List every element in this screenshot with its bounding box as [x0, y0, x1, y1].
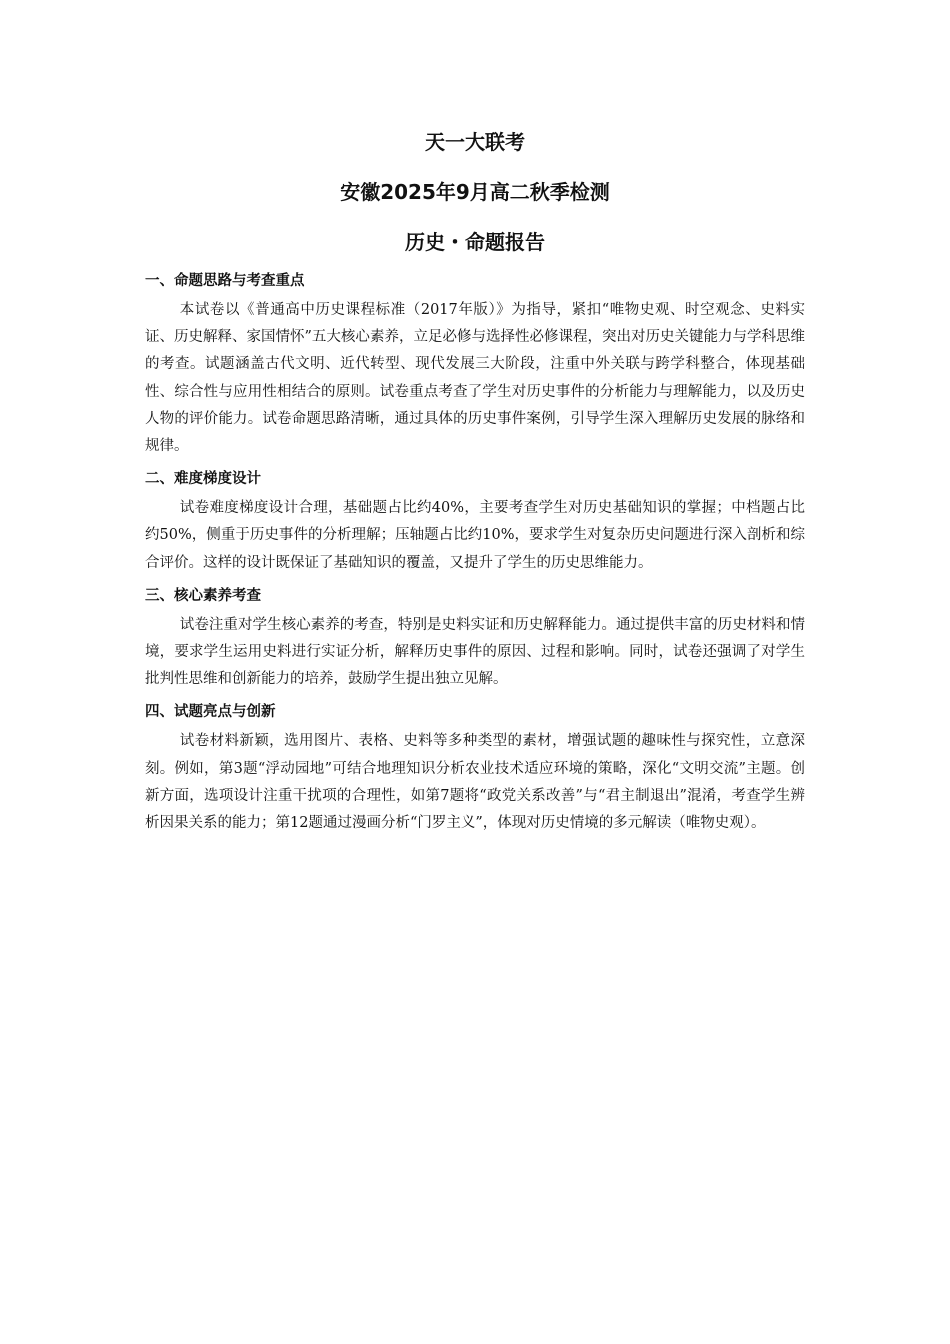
section-heading: 一、命题思路与考查重点 — [145, 273, 305, 289]
section-body: 试卷难度梯度设计合理，基础题占比约40%，主要考查学生对历史基础知识的掌握；中档题占比约50%，侧重于历史事件的分析理解；压轴题占比约10%，要求学生对复杂历史问题进行深入剖析和综合评价。这样的设计既保证了基础知识的覆盖，又提升了学生的历史思维能力。 — [145, 500, 805, 571]
title-line-3: 历史・命题报告 — [405, 230, 545, 254]
title-line-2: 安徽2025年9月高二秋季检测 — [340, 180, 610, 204]
section-heading: 三、核心素养考查 — [145, 587, 261, 604]
section-4 — [145, 699, 805, 837]
section-heading: 二、难度梯度设计 — [145, 471, 261, 488]
title-line-1: 天一大联考 — [425, 130, 525, 154]
section-1 — [145, 268, 805, 460]
section-3 — [145, 583, 805, 694]
report-content — [145, 268, 805, 843]
section-body: 试卷注重对学生核心素养的考查，特别是史料实证和历史解释能力。通过提供丰富的历史材料和情境，要求学生运用史料进行实证分析，解释历史事件的原因、过程和影响。同时，试卷还强调了对学生批判性思维和创新能力的培养，鼓励学生提出独立见解。 — [145, 616, 805, 688]
section-heading: 四、试题亮点与创新 — [145, 704, 276, 721]
section-body: 试卷材料新颖，选用图片、表格、史料等多种类型的素材，增强试题的趣味性与探究性，立意深刻。例如，第3题“浮动园地”可结合地理知识分析农业技术适应环境的策略，深化“文明交流”主题。创新方面，选项设计注重干扰项的合理性，如第7题将“政党关系改善”与“君主制退出”混淆，考查学生辨析因果关系的能力；第12题通过漫画分析“门罗主义”，体现对历史情境的多元解读（唯物史观）。 — [145, 733, 805, 832]
section-body: 本试卷以《普通高中历史课程标准（2017年版）》为指导，紧扣“唯物史观、时空观念、史料实证、历史解释、家国情怀”五大核心素养，立足必修与选择性必修课程，突出对历史关键能力与学科思维的考查。试题涵盖古代文明、近代转型、现代发展三大阶段，注重中外关联与跨学科整合，体现基础性、综合性与应用性相结合的原则。试卷重点考查了学生对历史事件的分析能力与理解能力，以及历史人物的评价能力。试卷命题思路清晰，通过具体的历史事件案例，引导学生深入理解历史发展的脉络和规律。 — [145, 302, 805, 455]
section-2 — [145, 466, 805, 577]
